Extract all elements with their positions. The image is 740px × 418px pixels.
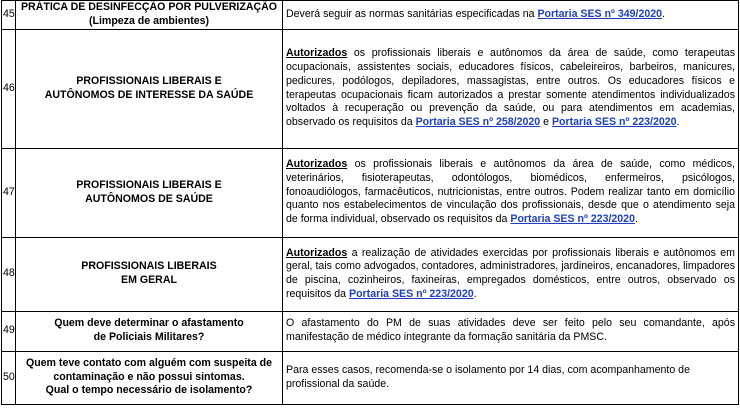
answer-cell (283, 29, 739, 148)
portaria-link[interactable]: Portaria SES nº 223/2020 (551, 116, 677, 129)
answer-keyword: Autorizados (286, 158, 348, 171)
answer-text: a realização de atividades exercidas por profissionais liberais e autônomos em geral, tais como advogados, contadores, administradores, jardineiros, encanadores, limpadores de piscina, cozinheiros, faxineiras, empregados domésticos, entre outros, observado os requisitos da (286, 246, 735, 300)
question-line: EM GERAL (121, 274, 177, 287)
question-line: PROFISSIONAIS LIBERAIS (81, 260, 217, 273)
question-line: Quem teve contato com alguém com suspeita de (25, 356, 273, 369)
answer-keyword: Autorizados (286, 246, 348, 259)
row-number: 49 (2, 311, 16, 351)
portaria-link[interactable]: Portaria SES nº 349/2020 (537, 7, 663, 20)
answer-text-end: . (634, 213, 638, 226)
table-row (2, 1, 739, 30)
portaria-link[interactable]: Portaria SES nº 223/2020 (510, 213, 635, 226)
row-number: 45 (2, 1, 16, 30)
answer-text-end: . (473, 287, 477, 300)
row-number: 47 (2, 148, 16, 237)
question-line: Qual o tempo necessário de isolamento? (45, 384, 253, 397)
answer-keyword: Autorizados (286, 47, 348, 60)
answer-text: Deverá seguir as normas sanitárias especificadas na (286, 7, 538, 20)
answer-text-mid: e (540, 116, 552, 129)
table-row (2, 29, 739, 148)
question-line: (Limpeza de ambientes) (88, 14, 210, 27)
answer-cell (283, 237, 739, 311)
answer-cell: O afastamento do PM de suas atividades deve ser feito pelo seu comandante, após manifestação de médico integrante da formação sanitária da PMSC. (283, 311, 739, 351)
table-row (2, 351, 739, 404)
question-line: PROFISSIONAIS LIBERAIS E (76, 74, 222, 87)
portaria-link[interactable]: Portaria SES nº 223/2020 (349, 287, 474, 300)
question-cell (16, 1, 283, 30)
answer-cell (283, 148, 739, 237)
question-line: Quem deve determinar o afastamento (54, 317, 244, 330)
table-row (2, 148, 739, 237)
answer-text: os profissionais liberais e autônomos da área de saúde, como terapeutas ocupacionais, assistentes sociais, educadores físicos, cabeleireiros, barbeiros, manicures, pedicures, podólogos, depiladores, massagistas, entre outros. Os educadores físicos e terapeutas ocupacionais ficam autorizados a prestar somente atendimentos individualizados voltados à recuperação ou prevenção da saúde, ou para atendimentos em academias, observado os requisitos da (286, 47, 735, 129)
answer-text-end: . (676, 116, 680, 129)
question-line: contaminação e não possui sintomas. (53, 370, 245, 383)
table-row (2, 237, 739, 311)
answer-text: os profissionais liberais e autônomos da área de saúde, como médicos, veterinários, fisioterapeutas, odontólogos, biomédicos, enfermeiros, psicólogos, fonoaudiólogos, farmacêuticos, nutricionistas, entre outros. Podem realizar tanto em domicílio quanto nos estabelecimentos de vinculação dos profissionais, desde que o atendimento seja de forma individual, observado os requisitos da (286, 158, 735, 226)
row-number: 50 (2, 351, 16, 404)
question-cell (16, 29, 283, 148)
question-cell (16, 351, 283, 404)
question-cell (16, 148, 283, 237)
question-cell (16, 237, 283, 311)
faq-table (1, 0, 739, 405)
portaria-link[interactable]: Portaria SES nº 258/2020 (415, 116, 541, 129)
question-line: PRÁTICA DE DESINFECÇÃO POR PULVERIZAÇÃO (20, 1, 278, 13)
answer-cell (283, 1, 739, 30)
table-row (2, 311, 739, 351)
question-line: PROFISSIONAIS LIBERAIS E (76, 178, 222, 191)
question-cell (16, 311, 283, 351)
question-line: AUTÔNOMOS DE SAÚDE (85, 192, 213, 205)
row-number: 48 (2, 237, 16, 311)
question-line: de Policiais Militares? (93, 331, 205, 344)
answer-cell: Para esses casos, recomenda-se o isolamento por 14 dias, com acompanhamento de profissional da saúde. (283, 351, 739, 404)
row-number: 46 (2, 29, 16, 148)
question-line: AUTÔNOMOS DE INTERESSE DA SAÚDE (44, 88, 254, 101)
answer-text-end: . (662, 7, 665, 20)
